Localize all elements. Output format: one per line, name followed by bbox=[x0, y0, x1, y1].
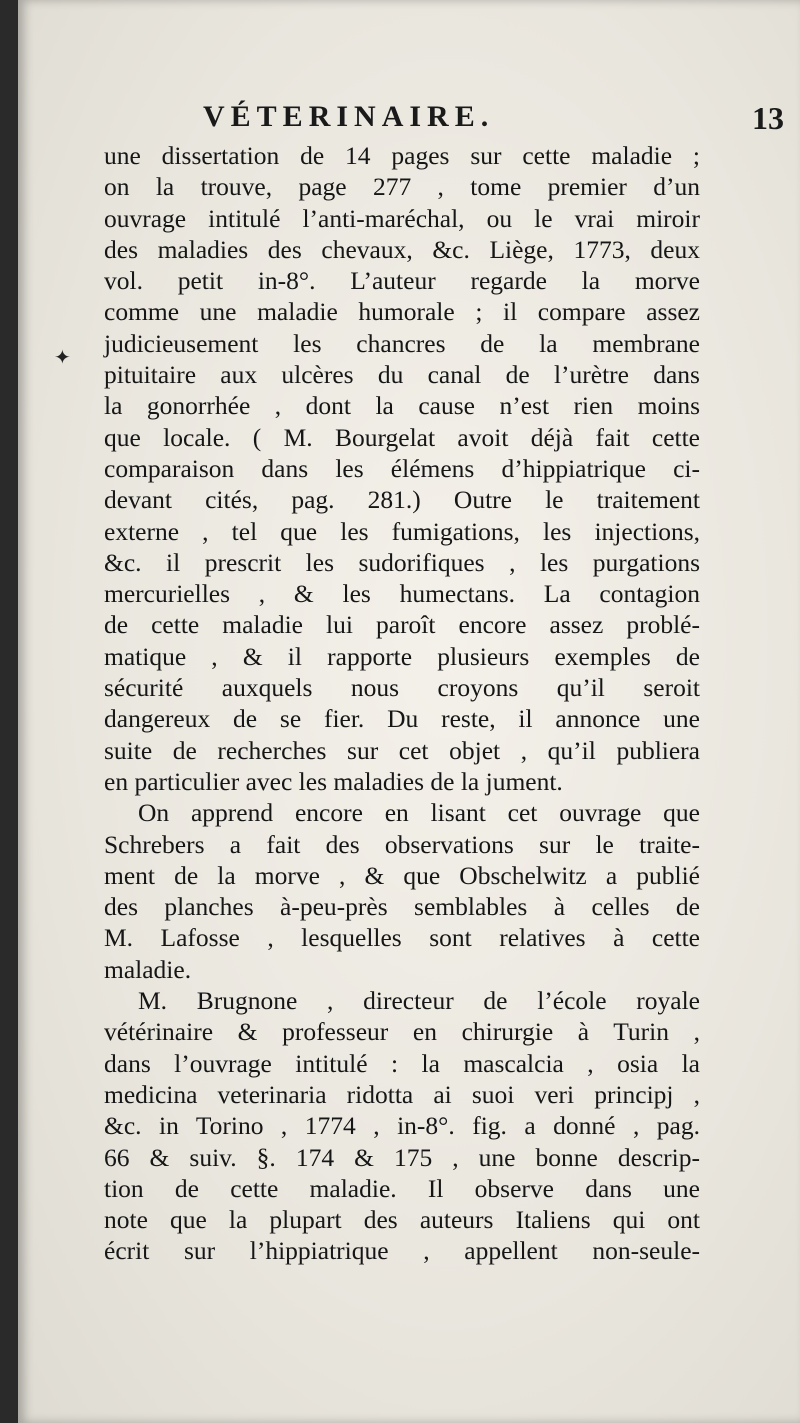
text-line: note que la plupart des auteurs Italiens qui ont bbox=[104, 1205, 700, 1235]
text-line: M. Brugnone , directeur de l’école royale bbox=[138, 986, 700, 1016]
text-line: des planches à-peu-près semblables à celles de bbox=[104, 892, 700, 922]
text-line: de cette maladie lui paroît encore assez problé- bbox=[104, 610, 700, 640]
text-line: devant cités, pag. 281.) Outre le traitement bbox=[104, 485, 700, 515]
text-line: vol. petit in-8°. L’auteur regarde la morve bbox=[104, 266, 700, 296]
body-text bbox=[104, 140, 700, 1267]
text-line: en particulier avec les maladies de la jument. bbox=[104, 766, 563, 796]
text-line: suite de recherches sur cet objet , qu’il publiera bbox=[104, 735, 700, 765]
text-line: medicina veterinaria ridotta ai suoi veri principj , bbox=[104, 1079, 700, 1109]
text-line: dangereux de se fier. Du reste, il annonce une bbox=[104, 704, 700, 734]
margin-mark-asterisk: ✦ bbox=[54, 345, 71, 369]
text-line: dans l’ouvrage intitulé : la mascalcia , osia la bbox=[104, 1048, 700, 1078]
running-title: VÉTERINAIRE. bbox=[203, 100, 495, 133]
text-line: judicieusement les chancres de la membrane bbox=[104, 328, 700, 358]
text-line: des maladies des chevaux, &c. Liège, 1773, deux bbox=[104, 234, 700, 264]
text-line: &c. il prescrit les sudorifiques , les purgations bbox=[104, 547, 700, 577]
text-line: maladie. bbox=[104, 954, 192, 984]
text-line: externe , tel que les fumigations, les injections, bbox=[104, 516, 700, 546]
text-line: écrit sur l’hippiatrique , appellent non-seule- bbox=[104, 1236, 700, 1266]
text-line: la gonorrhée , dont la cause n’est rien moins bbox=[104, 391, 700, 421]
text-line: matique , & il rapporte plusieurs exemples de bbox=[104, 641, 700, 671]
text-line: une dissertation de 14 pages sur cette maladie ; bbox=[104, 141, 700, 170]
text-line: mercurielles , & les humectans. La contagion bbox=[104, 579, 700, 609]
text-line: Schrebers a fait des observations sur le traite- bbox=[104, 829, 700, 859]
text-line: vétérinaire & professeur en chirurgie à Turin , bbox=[104, 1017, 700, 1047]
text-line: pituitaire aux ulcères du canal de l’urètre dans bbox=[104, 360, 700, 390]
text-line: on la trouve, page 277 , tome premier d’un bbox=[104, 172, 700, 202]
page-number: 13 bbox=[752, 100, 784, 136]
text-line: comparaison dans les élémens d’hippiatrique ci- bbox=[104, 453, 700, 483]
text-line: comme une maladie humorale ; il compare assez bbox=[104, 297, 700, 327]
text-line: ment de la morve , & que Obschelwitz a publié bbox=[104, 860, 700, 890]
text-line: sécurité auxquels nous croyons qu’il seroit bbox=[104, 673, 700, 703]
text-line: que locale. ( M. Bourgelat avoit déjà fait cette bbox=[104, 422, 700, 452]
book-page bbox=[18, 0, 800, 1423]
text-line: M. Lafosse , lesquelles sont relatives à cette bbox=[104, 923, 700, 953]
text-line: ouvrage intitulé l’anti-maréchal, ou le vrai miroir bbox=[104, 203, 700, 233]
text-line: On apprend encore en lisant cet ouvrage que bbox=[138, 798, 700, 828]
text-line: &c. in Torino , 1774 , in-8°. fig. a donné , pag. bbox=[104, 1111, 700, 1141]
text-line: 66 & suiv. §. 174 & 175 , une bonne descrip- bbox=[104, 1142, 700, 1172]
text-line: tion de cette maladie. Il observe dans une bbox=[104, 1173, 700, 1203]
